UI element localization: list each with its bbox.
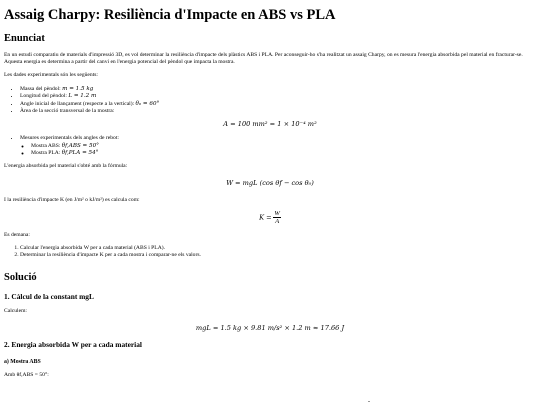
list-item-angle: • Angle inicial de llançament (respecte a la vertical): θ₀ = 60° [20,101,536,108]
section-heading-solucio: Solució [4,271,37,283]
list-item-mass: • Massa del pèndol: m = 1.5 kg [20,86,536,93]
rebound-list [4,135,536,157]
list-item-abs: ◦ Mostra ABS: θf,ABS = 50° [31,143,536,150]
subsection-heading-2a: a) Mostra ABS [4,359,41,366]
list-item-length: • Longitud del pèndol: L = 1.2 m [20,93,536,100]
fraction: $\frac{W}{A}$ [274,210,280,226]
area-equation: A = 100 mm² = 1 × 10⁻⁴ m² [223,120,317,129]
list-item-pla: ◦ Mostra PLA: θf,PLA = 54° [31,150,536,157]
s1-text: Calculem: [4,308,27,315]
data-list [4,86,536,116]
list-item-area: • Àrea de la secció transversal de la mostra: [20,108,536,115]
task-item: 1. Calcular l'energia absorbida W per a cada material (ABS i PLA). [20,245,536,252]
task-list [4,245,536,260]
list-item-rebound: • Mesures experimentals dels angles de rebot: ◦ Mostra ABS: θf,ABS = 50° ◦ Mostra PLA: θf,PLA = 54° [20,135,536,157]
subsection-heading-1: 1. Càlcul de la constant mgL [4,292,94,302]
subsection-heading-2: 2. Energia absorbida W per a cada material [4,340,142,350]
data-intro: Les dades experimentals són les següents: [4,72,98,79]
page-title: Assaig Charpy: Resiliència d'Impacte en ABS vs PLA [4,7,336,23]
energy-intro: L'energia absorbida pel material s'obté amb la fórmula: [4,163,128,170]
task-item: 2. Determinar la resiliència d'impacte K per a cada mostra i comparar-ne els valors. [20,252,536,259]
mgl-equation: mgL = 1.5 kg × 9.81 m/s² × 1.2 m ≈ 17.66 J [195,323,345,332]
rebound-sublist [20,143,536,158]
energy-equation: W = mgL (cos θf − cos θ₀) [226,178,314,187]
demana-label: Es demana: [4,231,30,238]
section-heading-enunciat: Enunciat [4,33,45,45]
resilience-intro: I la resiliència d'impacte K (en J/m² o kJ/m²) es calcula com: [4,196,140,203]
resilience-equation: K = $\frac{W}{A}$ [259,210,280,226]
s2a-text: Amb θf,ABS = 50°: [4,372,49,379]
cut-off-equation [368,401,370,402]
intro-paragraph: En un estudi comparatiu de materials d'impressió 3D, es vol determinar la resiliència d'impacte dels plàstics ABS i PLA. Per aconseguir-ho s'ha realitzat un assaig Charpy, on es mesura l'energia absorbida pel material en fracturar-se. Aquesta energia es determina a partir del canvi en l'energia potencial del pèndol que impacta la mostra. [4,51,523,66]
